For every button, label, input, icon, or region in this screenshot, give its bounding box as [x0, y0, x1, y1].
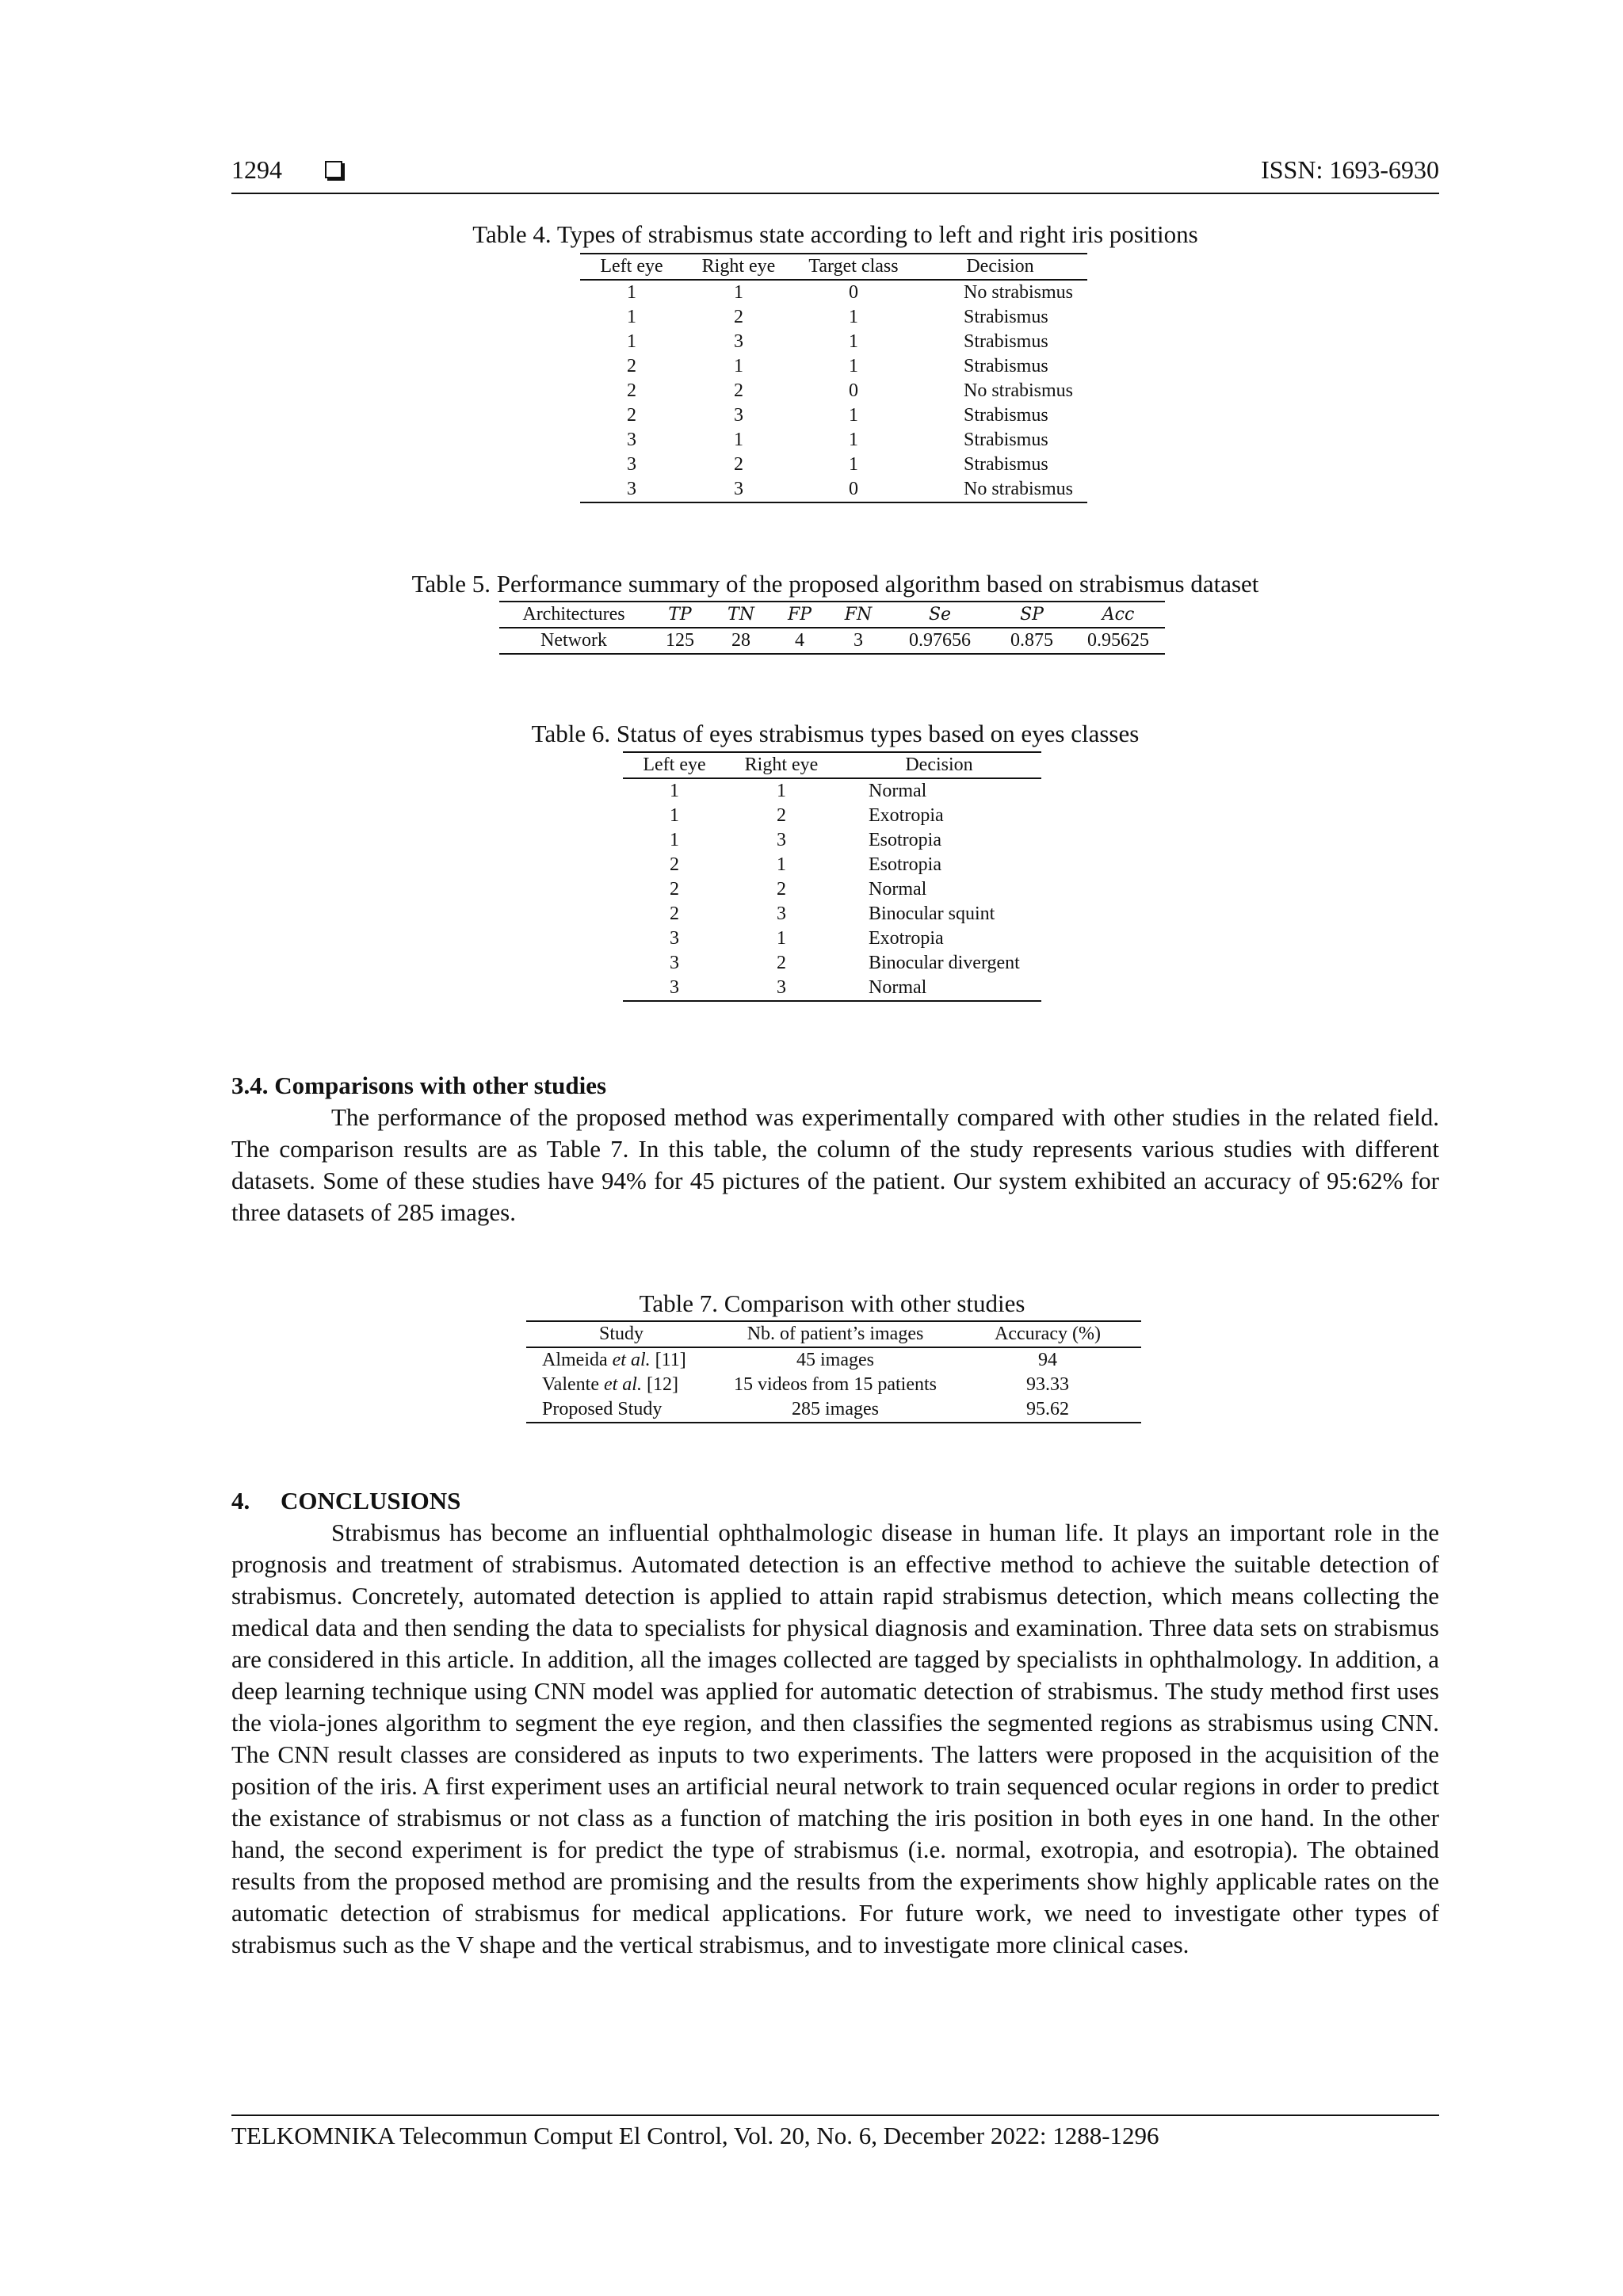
table-cell: Esotropia — [869, 830, 941, 850]
table6-caption: Table 6. Status of eyes strabismus types based on eyes classes — [531, 720, 1140, 747]
table-cell: 1 — [734, 356, 743, 376]
table-cell: Esotropia — [869, 854, 941, 875]
table-cell: Strabismus — [964, 454, 1048, 475]
section-3-4-paragraph: The performance of the proposed method was experimentally compared with other studies in the related field. The comparison results are as Table 7. In this table, the column of the study represents various studies with different datasets. Some of these studies have 94% for 45 pictures of the patient. Our system exhibited an accuracy of 95:62% for three datasets of 285 images. — [231, 1103, 1439, 1226]
table-cell: 3 — [726, 976, 837, 1001]
table-row — [580, 477, 1087, 502]
table-cell: Binocular divergent — [869, 953, 1020, 973]
table4 — [580, 253, 1087, 503]
table-cell: 3 — [777, 904, 786, 924]
table-cell: 2 — [734, 454, 743, 475]
table-row — [580, 330, 1087, 354]
table-cell: 1 — [849, 356, 858, 376]
table5-header: Acc — [1071, 602, 1165, 628]
study-author: Proposed Study — [542, 1399, 663, 1419]
square-bullet-icon — [325, 161, 342, 178]
table6-header: Right eye — [726, 752, 837, 778]
study-cell — [526, 1397, 716, 1423]
table5-header: TP — [648, 602, 712, 628]
table-row — [623, 804, 1041, 828]
table-cell: 0.97656 — [888, 628, 992, 654]
table-cell: 3 — [670, 928, 679, 949]
study-ref: [11] — [650, 1350, 686, 1370]
table-cell: Exotropia — [869, 928, 944, 949]
table-cell: 0 — [849, 282, 858, 303]
conclusions-paragraph: Strabismus has become an influential ophthalmologic disease in human life. It plays an important role in the prognosis and treatment of strabismus. Automated detection is an effective method to achieve the suitable detection of strabismus. Concretely, automated detection is applied to attain rapid strabismus detection, which means collecting the medical data and then sending the data to specialists for physical diagnosis and examination. Three data sets on strabismus are considered in this article. In addition, all the images collected are tagged by specialists in ophthalmology. In addition, a deep learning technique using CNN model was applied for automatic detection of strabismus. The study method first uses the viola-jones algorithm to segment the eye region, and then classifies the segmented regions as strabismus using CNN. The CNN result classes are considered as inputs to two experiments. The latters were proposed in the acquisition of the position of the iris. A first experiment uses an artificial neural network to train sequenced ocular regions in order to predict the existance of strabismus or not class as a function of matching the iris position in both eyes in one hand. In the other hand, the second experiment is for predict the type of strabismus (i.e. normal, exotropia, and esotropia). The obtained results from the proposed method are promising and the results from the experiments show highly applicable rates on the automatic detection of strabismus for medical applications. For future work, we need to investigate other types of strabismus such as the V shape and the vertical strabismus, and to investigate more clinical cases. — [231, 1519, 1439, 1958]
issn: ISSN: 1693-6930 — [1261, 155, 1439, 184]
table5-header: FN — [829, 602, 888, 628]
table-cell: Normal — [869, 879, 927, 900]
table-cell: 2 — [734, 380, 743, 401]
table-cell: Network — [499, 628, 648, 654]
table-cell: 2 — [777, 953, 786, 973]
table-cell: 2 — [670, 904, 679, 924]
table-cell: 2 — [777, 805, 786, 826]
accuracy-cell: 95.62 — [954, 1397, 1141, 1423]
table-cell: 3 — [777, 830, 786, 850]
table-row — [580, 428, 1087, 453]
accuracy-cell: 94 — [1038, 1350, 1057, 1370]
table4-caption: Table 4. Types of strabismus state according to left and right iris positions — [472, 220, 1198, 248]
table-cell: 0 — [849, 380, 858, 401]
table-row — [580, 403, 1087, 428]
table-row — [623, 877, 1041, 902]
table-row — [623, 951, 1041, 976]
section-heading-4: 4. CONCLUSIONS — [231, 1487, 461, 1515]
table-cell: 28 — [712, 628, 770, 654]
table-cell: 3 — [627, 430, 636, 450]
table-cell: No strabismus — [913, 477, 1087, 502]
study-etal: et al. — [612, 1350, 651, 1370]
table-row — [580, 305, 1087, 330]
table-cell: 1 — [627, 282, 636, 303]
table-cell: Strabismus — [964, 405, 1048, 426]
table-cell: 3 — [683, 477, 794, 502]
table-row — [526, 1373, 1141, 1397]
table-cell: 2 — [777, 879, 786, 900]
table-cell: 1 — [849, 454, 858, 475]
table-cell: 0 — [794, 477, 913, 502]
footer-citation: TELKOMNIKA Telecommun Comput El Control, Vol. 20, No. 6, December 2022: 1288-1296 — [231, 2122, 1159, 2149]
table-row — [623, 926, 1041, 951]
table-cell: 0.875 — [992, 628, 1071, 654]
table-cell: 1 — [849, 331, 858, 352]
table-cell: 4 — [770, 628, 829, 654]
table7-header-row — [526, 1321, 1141, 1347]
table-row — [623, 853, 1041, 877]
table-cell: 1 — [670, 830, 679, 850]
study-cell — [526, 1347, 716, 1373]
images-cell: 285 images — [716, 1397, 954, 1423]
table-cell: 2 — [627, 380, 636, 401]
table4-header-row — [580, 254, 1087, 280]
table-cell: 1 — [849, 307, 858, 327]
table-cell: 3 — [627, 454, 636, 475]
table-cell: 1 — [777, 854, 786, 875]
table-cell: 1 — [670, 781, 679, 801]
table4-header: Target class — [794, 254, 913, 280]
table-cell: 3 — [670, 953, 679, 973]
table-cell: Normal — [837, 976, 1041, 1001]
study-etal: et al. — [603, 1374, 642, 1395]
table6 — [623, 751, 1041, 1002]
table-cell: 125 — [648, 628, 712, 654]
table-cell: 2 — [627, 405, 636, 426]
table-row — [580, 354, 1087, 379]
table-cell: Strabismus — [964, 307, 1048, 327]
table-cell: Exotropia — [869, 805, 944, 826]
table5-header: SP — [992, 602, 1071, 628]
table7 — [526, 1320, 1141, 1423]
table-cell: 3 — [734, 331, 743, 352]
table-row — [526, 1347, 1141, 1373]
page-number: 1294 — [231, 155, 282, 184]
table-cell: Strabismus — [964, 331, 1048, 352]
table5-header: Architectures — [499, 602, 648, 628]
table5-header-row — [499, 602, 1165, 628]
table-row — [499, 628, 1165, 654]
table4-header: Left eye — [580, 254, 683, 280]
table-row — [580, 453, 1087, 477]
table7-header: Study — [526, 1321, 716, 1347]
table7-header: Accuracy (%) — [954, 1321, 1141, 1347]
table-cell: Strabismus — [964, 356, 1048, 376]
table-cell: 3 — [734, 405, 743, 426]
table-cell: 1 — [849, 405, 858, 426]
table-cell: 1 — [627, 307, 636, 327]
images-cell: 45 images — [796, 1350, 874, 1370]
table-cell: 1 — [849, 430, 858, 450]
images-cell: 15 videos from 15 patients — [734, 1374, 937, 1395]
table-cell: 1 — [777, 781, 786, 801]
study-author: Almeida — [542, 1350, 613, 1370]
table6-header: Left eye — [623, 752, 726, 778]
table-cell: 1 — [777, 928, 786, 949]
table-cell: 2 — [670, 854, 679, 875]
table7-header: Nb. of patient’s images — [716, 1321, 954, 1347]
table-cell: 1 — [734, 282, 743, 303]
table6-header-row — [623, 752, 1041, 778]
table5-header: Se — [888, 602, 992, 628]
table-row — [526, 1397, 1141, 1423]
table-cell: No strabismus — [964, 282, 1073, 303]
table7-caption: Table 7. Comparison with other studies — [639, 1289, 1025, 1317]
table5-caption: Table 5. Performance summary of the proposed algorithm based on strabismus dataset — [411, 570, 1259, 598]
table5-header: FP — [770, 602, 829, 628]
table-row — [580, 379, 1087, 403]
table-cell: 1 — [627, 331, 636, 352]
table-row — [623, 828, 1041, 853]
study-cell — [526, 1373, 716, 1397]
table-cell: 3 — [829, 628, 888, 654]
table-row — [623, 778, 1041, 804]
table-cell: Binocular squint — [869, 904, 995, 924]
table4-header: Decision — [913, 254, 1087, 280]
table-cell: 2 — [734, 307, 743, 327]
table-cell: 0.95625 — [1071, 628, 1165, 654]
table-row — [623, 902, 1041, 926]
table-cell: No strabismus — [964, 380, 1073, 401]
table-cell: 2 — [670, 879, 679, 900]
table5-header: TN — [712, 602, 770, 628]
footer-rule — [231, 2115, 1439, 2116]
table4-header: Right eye — [683, 254, 794, 280]
accuracy-cell: 93.33 — [1026, 1374, 1069, 1395]
table-cell: 2 — [627, 356, 636, 376]
section-heading-3-4: 3.4. Comparisons with other studies — [231, 1072, 607, 1099]
table5 — [499, 601, 1165, 655]
table-cell: 3 — [623, 976, 726, 1001]
table6-header: Decision — [837, 752, 1041, 778]
table-row — [623, 976, 1041, 1001]
study-author: Valente — [542, 1374, 604, 1395]
table-cell: 1 — [670, 805, 679, 826]
table-cell: Normal — [869, 781, 927, 801]
header-rule — [231, 193, 1439, 194]
study-ref: [12] — [641, 1374, 678, 1395]
table-cell: 3 — [580, 477, 683, 502]
table-row — [580, 280, 1087, 305]
table-cell: Strabismus — [964, 430, 1048, 450]
table-cell: 1 — [734, 430, 743, 450]
